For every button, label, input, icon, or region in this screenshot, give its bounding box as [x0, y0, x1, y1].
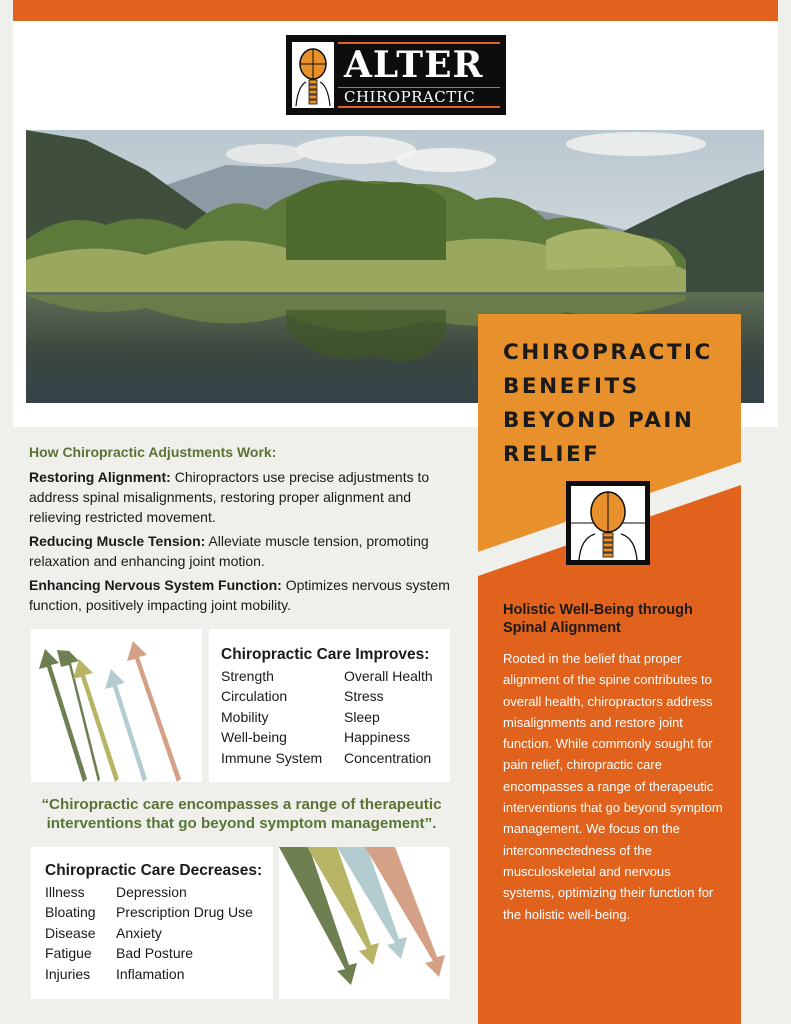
list-item: Concentration [344, 749, 432, 766]
how-item-enhancing-nervous-system [29, 575, 454, 615]
up-arrow-icon [39, 649, 100, 782]
list-item: Anxiety [116, 924, 162, 941]
improves-list-left [221, 666, 322, 768]
care-decreases-heading: Chiropractic Care Decreases: [45, 862, 263, 879]
list-item: Bad Posture [116, 945, 194, 962]
care-decreases-card [31, 847, 273, 999]
how-item-text: Optimizes nervous system function, positively impacting joint mobility. [29, 577, 450, 613]
list-item: Stress [344, 688, 384, 705]
upward-arrows-graphic [31, 629, 202, 782]
how-item-label: Restoring Alignment: [29, 469, 171, 485]
wellbeing-heading: Holistic Well-Being through Spinal Alignment [503, 602, 693, 636]
pull-quote: “Chiropractic care encompasses a range of therapeutic interventions that go beyond symptom management”. [41, 796, 442, 832]
wellbeing-body: Rooted in the belief that proper alignment of the spine contributes to overall health, chiropractors address misalignments and restore joint function. While commonly sought for pain relief, chiropractic care encompasses a range of therapeutic interventions that go beyond symptom management. We focus on the interconnectedness of the musculoskeletal and nervous systems, optimizing their function for the holistic well-being. [503, 651, 723, 922]
list-item: Disease [45, 924, 96, 941]
down-arrow-icon [279, 847, 357, 985]
how-item-reducing-muscle-tension [29, 531, 454, 571]
list-item: Immune System [221, 749, 323, 766]
how-adjustments-work-heading: How Chiropractic Adjustments Work: [29, 444, 277, 460]
list-item: Prescription Drug Use [116, 904, 253, 921]
top-accent-bar [13, 0, 778, 21]
how-item-label: Reducing Muscle Tension: [29, 533, 206, 549]
downward-arrows-graphic [279, 847, 450, 999]
list-item: Depression [116, 884, 187, 900]
improves-list-right [344, 666, 433, 768]
list-item: Inflamation [116, 965, 185, 982]
list-item: Fatigue [45, 945, 92, 962]
how-item-text: Chiropractors use precise adjustments to address spinal misalignments, restoring proper alignment and relieving restricted movement. [29, 469, 430, 525]
list-item: Sleep [344, 708, 380, 725]
list-item: Well-being [221, 729, 287, 746]
list-item: Injuries [45, 965, 91, 982]
list-item: Overall Health [344, 668, 433, 684]
list-item: Illness [45, 884, 85, 900]
how-item-label: Enhancing Nervous System Function: [29, 577, 282, 593]
list-item: Mobility [221, 708, 269, 725]
list-item: Strength [221, 668, 274, 684]
list-item: Happiness [344, 729, 411, 746]
hero-title: CHIROPRACTIC BENEFITS BEYOND PAIN RELIEF [503, 340, 713, 467]
logo-sub-text: CHIROPRACTIC [344, 88, 476, 106]
how-item-text: Alleviate muscle tension, promoting relaxation and enhancing joint motion. [29, 533, 429, 569]
how-item-restoring-alignment [29, 467, 454, 527]
alter-chiropractic-logo[interactable] [286, 35, 506, 115]
spine-head-icon [571, 486, 645, 560]
logo-brand-text: ALTER [344, 44, 484, 86]
spine-head-logo-icon [292, 42, 334, 108]
spine-head-emblem [566, 481, 650, 565]
list-item: Circulation [221, 688, 288, 705]
decreases-list-right [116, 882, 253, 984]
care-improves-heading: Chiropractic Care Improves: [221, 646, 430, 663]
logo-rule [338, 106, 500, 108]
decreases-list-left [45, 882, 96, 984]
up-arrow-icon [127, 641, 181, 782]
list-item: Bloating [45, 904, 96, 921]
care-improves-card [209, 629, 450, 782]
